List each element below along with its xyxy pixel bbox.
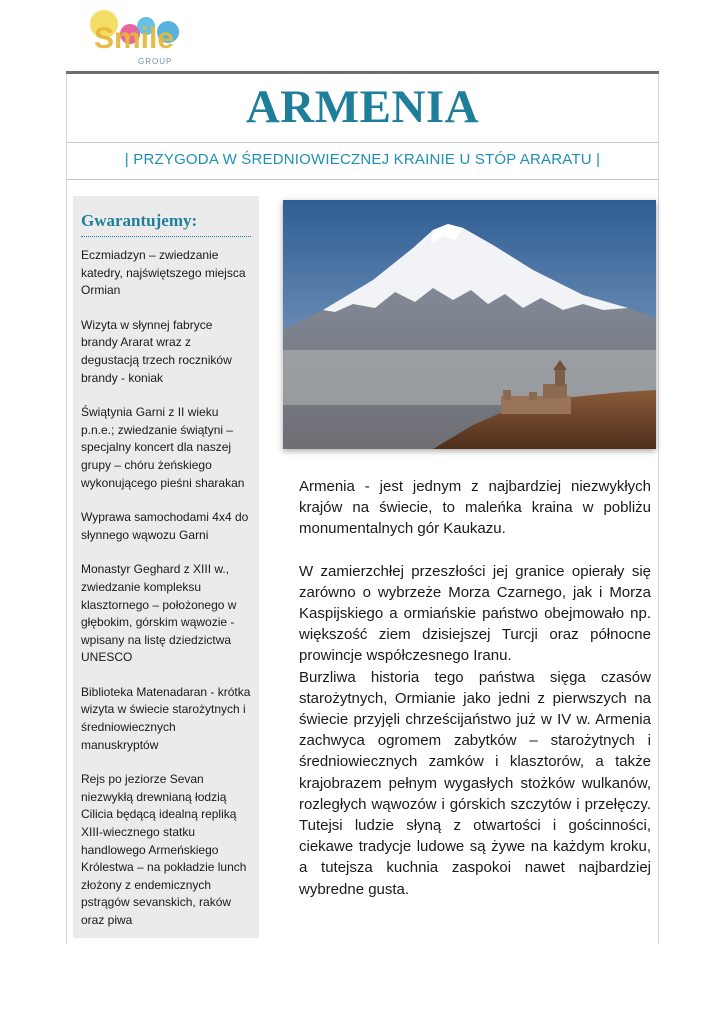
- sidebar-item: Monastyr Geghard z XIII w., zwiedzanie kompleksu klasztornego – położonego w głębokim, górskim wąwozie - wpisany na listę dziedzictwa UNESCO: [81, 562, 237, 665]
- sidebar-item: Biblioteka Matenadaran - krótka wizyta w świecie starożytnych i średniowiecznych manuskryptów: [81, 684, 251, 752]
- top-divider: [66, 71, 659, 74]
- page-frame-left: [66, 74, 67, 944]
- article-paragraph: W zamierzchłej przeszłości jej granice opierały się zarówno o wybrzeże Morza Czarnego, jak i Morza Kaspijskiego a ormiańskie państwo obejmowało np. większość ziem dzisiejszej Turcji oraz północne prowincje współczesnego Iranu.: [299, 562, 651, 665]
- sidebar-item: Wyprawa samochodami 4x4 do słynnego wąwozu Garni: [81, 510, 249, 542]
- sidebar-item: Świątynia Garni z II wieku p.n.e.; zwiedzanie świątyni – specjalny koncert dla naszej grupy – chóru żeńskiego wykonującego pieśni sharakan: [81, 405, 245, 490]
- logo-wordmark: Smile: [94, 22, 175, 55]
- article-paragraph: Armenia - jest jednym z najbardziej niezwykłych krajów na świecie, to maleńka kraina w pobliżu monumentalnych gór Kaukazu.: [299, 478, 651, 538]
- smile-group-logo: [84, 4, 194, 66]
- sidebar-dotted-divider: [81, 236, 251, 237]
- article-body: [299, 476, 651, 900]
- sidebar-item: Eczmiadzyn – zwiedzanie katedry, najświętszego miejsca Ormian: [81, 248, 246, 298]
- sidebar-heading: Gwarantujemy:: [81, 211, 198, 230]
- page-subtitle: | PRZYGODA W ŚREDNIOWIECZNEJ KRAINIE U STÓP ARARATU |: [124, 151, 601, 168]
- page-title: ARMENIA: [245, 81, 480, 133]
- sidebar-item: Rejs po jeziorze Sevan niezwykłą drewnianą łodzią Cilicia będącą idealną repliką XIII-wiecznego statku handlowego Armeńskiego Królestwa – na pokładzie lunch złożony z endemicznych pstrągów sevanskich, raków oraz piwa: [81, 772, 247, 927]
- page-frame-right: [658, 74, 659, 944]
- ararat-photo: [283, 200, 656, 449]
- sidebar-item: Wizyta w słynnej fabryce brandy Ararat wraz z degustacją trzech roczników brandy - koniak: [81, 317, 232, 385]
- title-divider: [66, 142, 659, 143]
- logo-subtext: GROUP: [138, 57, 173, 66]
- guarantee-sidebar: [73, 196, 259, 938]
- article-paragraph: Burzliwa historia tego państwa sięga czasów starożytnych, Ormianie jako jedni z pierwszych na świecie przyjęli chrześcijaństwo już w IV w. Armenia zachwyca ogromem zabytków – starożytnych i średniowiecznych zamków i klasztorów, a także krajobrazem pełnym wygasłych stożków wulkanów, rozległych wąwozów i górskich szczytów i przełęczy. Tutejsi ludzie słyną z otwartości i gościnności, ciekawe tradycje ludowe są żywe na każdym kroku, a tutejsza kuchnia zaspokoi nawet najbardziej wybredne gusta.: [299, 668, 651, 898]
- subtitle-divider: [66, 179, 659, 180]
